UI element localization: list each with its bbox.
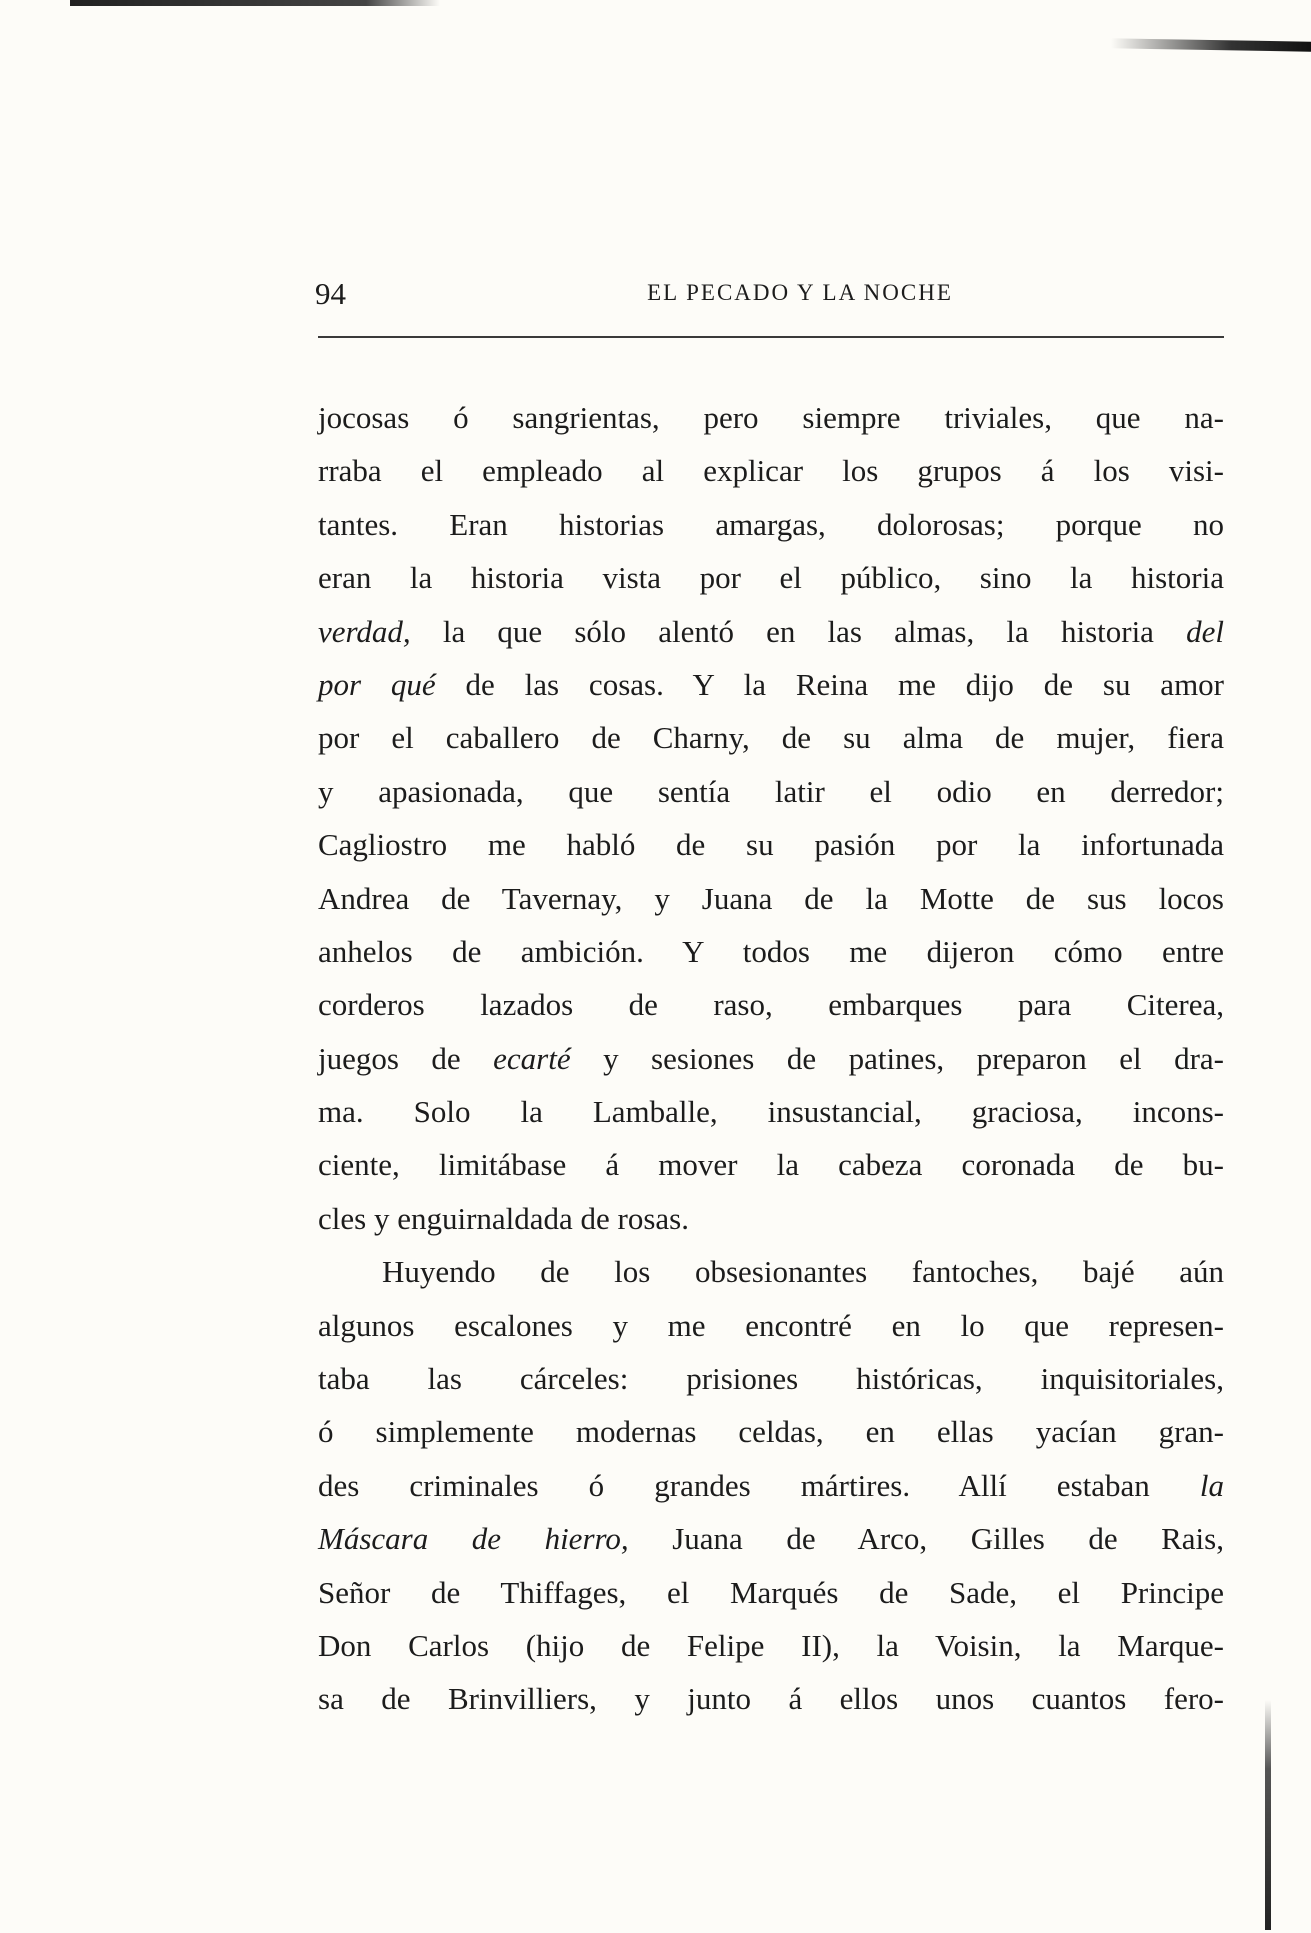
text-line <box>318 1138 1224 1191</box>
text-segment: Don Carlos (hijo de Felipe II), la Voisin, la Marque- <box>318 1627 1224 1663</box>
text-segment: ó simplemente modernas celdas, en ellas yacían gran- <box>318 1414 1224 1450</box>
text-line <box>318 1192 1224 1245</box>
text-segment: sa de Brinvilliers, y junto á ellos unos cuantos fero- <box>318 1681 1224 1717</box>
text-line <box>318 1672 1224 1725</box>
text-line <box>318 605 1224 658</box>
text-segment: anhelos de ambición. Y todos me dijeron cómo entre <box>318 933 1224 969</box>
text-segment: rraba el empleado al explicar los grupos á los visi- <box>318 453 1224 489</box>
text-line <box>318 711 1224 764</box>
text-line <box>318 1032 1224 1085</box>
header-rule <box>318 336 1224 338</box>
text-line <box>318 1352 1224 1405</box>
italic-text: Máscara de hierro, <box>318 1521 629 1557</box>
body-text <box>318 391 1224 1726</box>
text-segment: juegos de <box>318 1040 494 1076</box>
text-segment: la que sólo alentó en las almas, la historia <box>410 613 1187 649</box>
text-segment: algunos escalones y me encontré en lo que represen- <box>318 1307 1224 1343</box>
text-segment: Juana de Arco, Gilles de Rais, <box>628 1521 1224 1557</box>
page-header <box>315 270 1225 320</box>
text-line <box>318 1512 1224 1565</box>
text-segment: ma. Solo la Lamballe, insustancial, graciosa, incons- <box>318 1094 1224 1130</box>
text-segment: ciente, limitábase á mover la cabeza coronada de bu- <box>318 1147 1224 1183</box>
text-line <box>318 444 1224 497</box>
italic-text: del <box>1186 613 1224 649</box>
text-segment: tantes. Eran historias amargas, dolorosas; porque no <box>318 506 1224 542</box>
scan-mark-top <box>70 0 440 6</box>
text-line <box>318 1405 1224 1458</box>
italic-text: por qué <box>318 666 436 702</box>
text-segment: Huyendo de los obsesionantes fantoches, bajé aún <box>382 1254 1224 1290</box>
text-line <box>318 872 1224 925</box>
text-line <box>318 925 1224 978</box>
text-line <box>318 1299 1224 1352</box>
page-number: 94 <box>315 276 346 311</box>
text-segment: Andrea de Tavernay, y Juana de la Motte de sus locos <box>318 880 1224 916</box>
italic-text: la <box>1199 1467 1224 1503</box>
text-line <box>318 391 1224 444</box>
text-line <box>318 818 1224 871</box>
scan-mark-right <box>1111 38 1311 51</box>
italic-text: ecarté <box>493 1040 571 1076</box>
text-line <box>318 498 1224 551</box>
text-segment: jocosas ó sangrientas, pero siempre triviales, que na- <box>318 400 1224 435</box>
text-segment: por el caballero de Charny, de su alma de mujer, fiera <box>318 720 1224 756</box>
text-segment: eran la historia vista por el público, sino la historia <box>318 560 1224 596</box>
text-line <box>318 1459 1224 1512</box>
text-segment: taba las cárceles: prisiones históricas, inquisitoriales, <box>318 1361 1224 1397</box>
text-line <box>318 551 1224 604</box>
text-line <box>318 1566 1224 1619</box>
text-line <box>318 1085 1224 1138</box>
running-title: EL PECADO Y LA NOCHE <box>647 280 953 305</box>
text-segment: y apasionada, que sentía latir el odio en derredor; <box>318 773 1224 809</box>
text-segment: cles y enguirnaldada de rosas. <box>318 1200 690 1236</box>
text-segment: des criminales ó grandes mártires. Allí estaban <box>318 1467 1200 1503</box>
text-line <box>318 1245 1224 1298</box>
text-segment: corderos lazados de raso, embarques para Citerea, <box>318 987 1224 1023</box>
text-line <box>318 1619 1224 1672</box>
text-segment: de las cosas. Y la Reina me dijo de su amor <box>435 666 1225 702</box>
text-segment: y sesiones de patines, preparon el dra- <box>570 1040 1224 1076</box>
text-line <box>318 658 1224 711</box>
text-line <box>318 978 1224 1031</box>
text-segment: Señor de Thiffages, el Marqués de Sade, el Principe <box>318 1574 1224 1610</box>
italic-text: verdad, <box>318 613 411 649</box>
text-segment: Cagliostro me habló de su pasión por la infortunada <box>318 827 1224 863</box>
text-line <box>318 765 1224 818</box>
page-edge-shadow <box>1265 1700 1271 1930</box>
